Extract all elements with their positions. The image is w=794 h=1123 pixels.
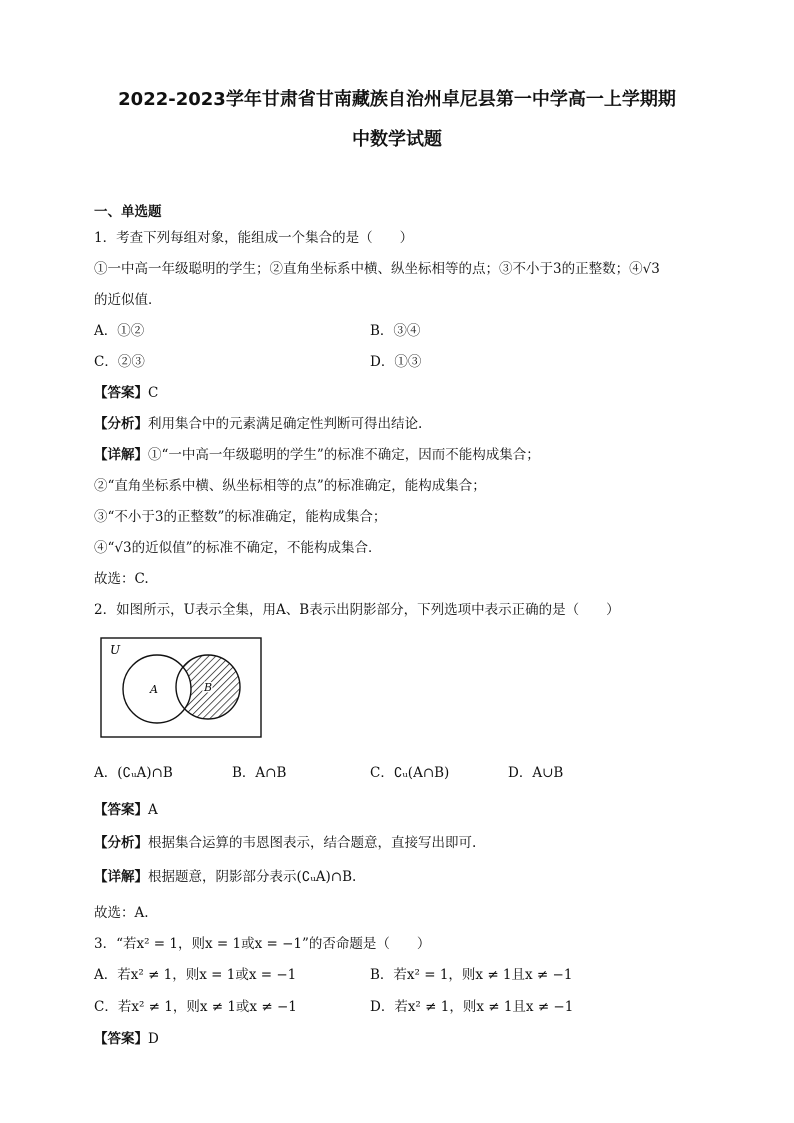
q2-option-c: C．∁ᵤ(A∩B) bbox=[370, 765, 450, 781]
q3-option-c: C．若x² ≠ 1，则x ≠ 1或x ≠ −1 bbox=[94, 999, 297, 1015]
venn-label-a: A bbox=[150, 683, 158, 696]
q1-option-a: A．①② bbox=[94, 323, 145, 339]
q2-analysis-tag: 【分析】 bbox=[94, 835, 148, 851]
q1-detail-2: ②“直角坐标系中横、纵坐标相等的点”的标准确定，能构成集合； bbox=[94, 478, 486, 494]
q2-detail-text: 根据题意，阴影部分表示(∁ᵤA)∩B. bbox=[148, 869, 357, 885]
section-heading: 一、单选题 bbox=[94, 204, 162, 220]
venn-label-u: U bbox=[110, 643, 121, 657]
doc-title-line1: 2022-2023学年甘肃省甘南藏族自治州卓尼县第一中学高一上学期期 bbox=[118, 89, 676, 110]
doc-title-line2: 中数学试题 bbox=[352, 129, 442, 150]
q1-answer-value: C bbox=[148, 385, 159, 401]
q1-detail-1-text: ①“一中高一年级聪明的学生”的标准不确定，因而不能构成集合； bbox=[148, 447, 540, 463]
q2-conclusion: 故选：A. bbox=[94, 905, 149, 921]
q2-answer bbox=[94, 801, 158, 819]
q1-detail-4: ④“√3的近似值”的标准不确定，不能构成集合． bbox=[94, 540, 382, 556]
q2-option-d: D．A∪B bbox=[508, 765, 564, 781]
q1-option-c: C．②③ bbox=[94, 354, 145, 370]
q3-option-a: A．若x² ≠ 1，则x = 1或x = −1 bbox=[94, 967, 297, 983]
q2-option-a: A．(∁ᵤA)∩B bbox=[94, 765, 173, 781]
q2-analysis-text: 根据集合运算的韦恩图表示，结合题意，直接写出即可. bbox=[148, 835, 477, 851]
q1-conclusion: 故选：C. bbox=[94, 571, 149, 587]
q3-option-b: B．若x² = 1，则x ≠ 1且x ≠ −1 bbox=[370, 967, 573, 983]
q1-answer bbox=[94, 384, 158, 402]
q1-analysis-text: 利用集合中的元素满足确定性判断可得出结论. bbox=[148, 416, 423, 432]
q1-option-d: D．①③ bbox=[370, 354, 422, 370]
q3-answer-tag: 【答案】 bbox=[94, 1031, 148, 1047]
q1-stem: 1．考查下列每组对象，能组成一个集合的是（ ） bbox=[94, 230, 414, 246]
venn-diagram bbox=[100, 637, 262, 738]
q2-detail bbox=[94, 868, 356, 886]
q2-option-b: B．A∩B bbox=[232, 765, 287, 781]
q1-analysis bbox=[94, 415, 422, 433]
q1-analysis-tag: 【分析】 bbox=[94, 416, 148, 432]
q3-stem: 3．“若x² = 1，则x = 1或x = −1”的否命题是（ ） bbox=[94, 936, 431, 952]
q1-detail-tag: 【详解】 bbox=[94, 447, 148, 463]
venn-label-b: B bbox=[204, 681, 213, 694]
q2-stem: 2．如图所示，U表示全集，用A、B表示出阴影部分，下列选项中表示正确的是（ ） bbox=[94, 602, 620, 618]
q2-analysis bbox=[94, 834, 476, 852]
q3-answer bbox=[94, 1030, 159, 1048]
q3-answer-value: D bbox=[148, 1031, 159, 1047]
q1-detail-3: ③“不小于3的正整数”的标准确定，能构成集合； bbox=[94, 509, 387, 525]
q2-answer-value: A bbox=[148, 802, 158, 818]
q1-items-line1: ①一中高一年级聪明的学生；②直角坐标系中横、纵坐标相等的点；③不小于3的正整数；④√3 bbox=[94, 261, 660, 277]
q1-items-line2: 的近似值． bbox=[94, 292, 162, 308]
q3-option-d: D．若x² ≠ 1，则x ≠ 1且x ≠ −1 bbox=[370, 999, 574, 1015]
q1-detail-1 bbox=[94, 446, 540, 464]
q2-answer-tag: 【答案】 bbox=[94, 802, 148, 818]
q1-option-b: B．③④ bbox=[370, 323, 421, 339]
q2-detail-tag: 【详解】 bbox=[94, 869, 148, 885]
q1-answer-tag: 【答案】 bbox=[94, 385, 148, 401]
